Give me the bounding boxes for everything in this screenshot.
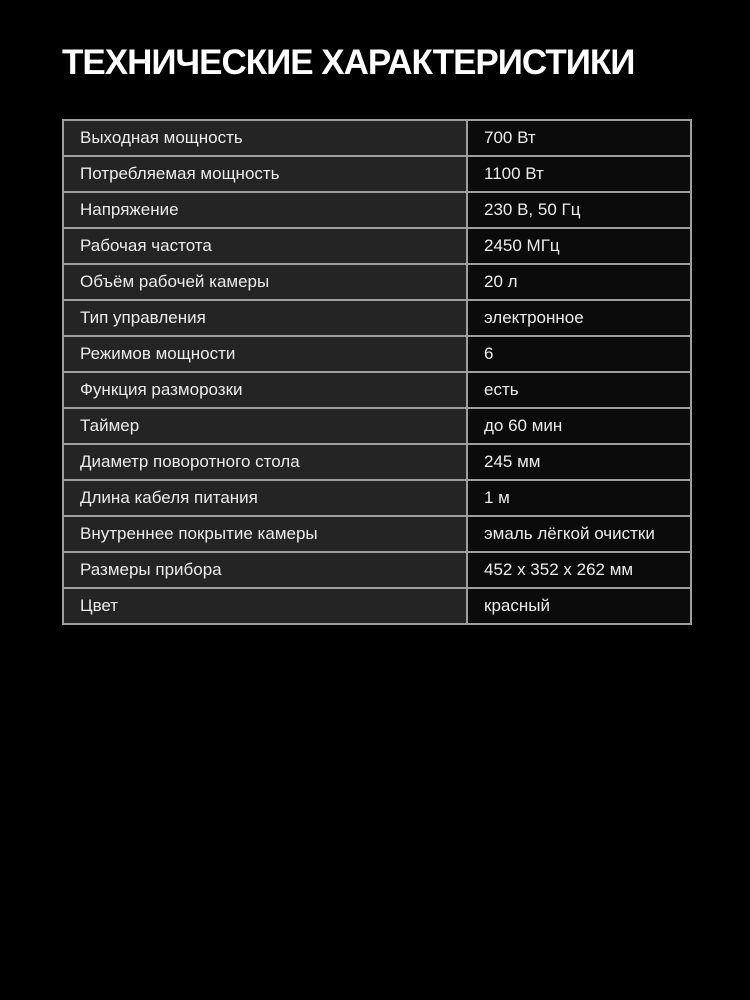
spec-row [63, 516, 691, 552]
spec-row [63, 480, 691, 516]
spec-row [63, 444, 691, 480]
spec-row [63, 156, 691, 192]
spec-row [63, 264, 691, 300]
spec-row [63, 552, 691, 588]
spec-value: 1100 Вт [467, 156, 691, 192]
spec-row [63, 120, 691, 156]
spec-label: Размеры прибора [63, 552, 467, 588]
spec-row [63, 192, 691, 228]
spec-row [63, 228, 691, 264]
spec-row [63, 588, 691, 624]
spec-label: Режимов мощности [63, 336, 467, 372]
spec-value: 6 [467, 336, 691, 372]
spec-label: Выходная мощность [63, 120, 467, 156]
spec-value: 2450 МГц [467, 228, 691, 264]
spec-value: 1 м [467, 480, 691, 516]
spec-label: Объём рабочей камеры [63, 264, 467, 300]
spec-value: 230 В, 50 Гц [467, 192, 691, 228]
spec-label: Функция разморозки [63, 372, 467, 408]
spec-row [63, 336, 691, 372]
spec-label: Потребляемая мощность [63, 156, 467, 192]
spec-value: 700 Вт [467, 120, 691, 156]
spec-label: Тип управления [63, 300, 467, 336]
page-title: ТЕХНИЧЕСКИЕ ХАРАКТЕРИСТИКИ [62, 43, 635, 82]
spec-label: Длина кабеля питания [63, 480, 467, 516]
spec-label: Рабочая частота [63, 228, 467, 264]
spec-value: 20 л [467, 264, 691, 300]
spec-row [63, 300, 691, 336]
spec-value: электронное [467, 300, 691, 336]
spec-row [63, 372, 691, 408]
spec-value: 452 x 352 x 262 мм [467, 552, 691, 588]
spec-row [63, 408, 691, 444]
spec-value: есть [467, 372, 691, 408]
spec-value: 245 мм [467, 444, 691, 480]
spec-label: Диаметр поворотного стола [63, 444, 467, 480]
spec-label: Таймер [63, 408, 467, 444]
spec-label: Внутреннее покрытие камеры [63, 516, 467, 552]
spec-label: Напряжение [63, 192, 467, 228]
spec-label: Цвет [63, 588, 467, 624]
spec-table [62, 119, 692, 625]
spec-value: эмаль лёгкой очистки [467, 516, 691, 552]
spec-table-body [63, 120, 691, 624]
spec-value: красный [467, 588, 691, 624]
spec-value: до 60 мин [467, 408, 691, 444]
